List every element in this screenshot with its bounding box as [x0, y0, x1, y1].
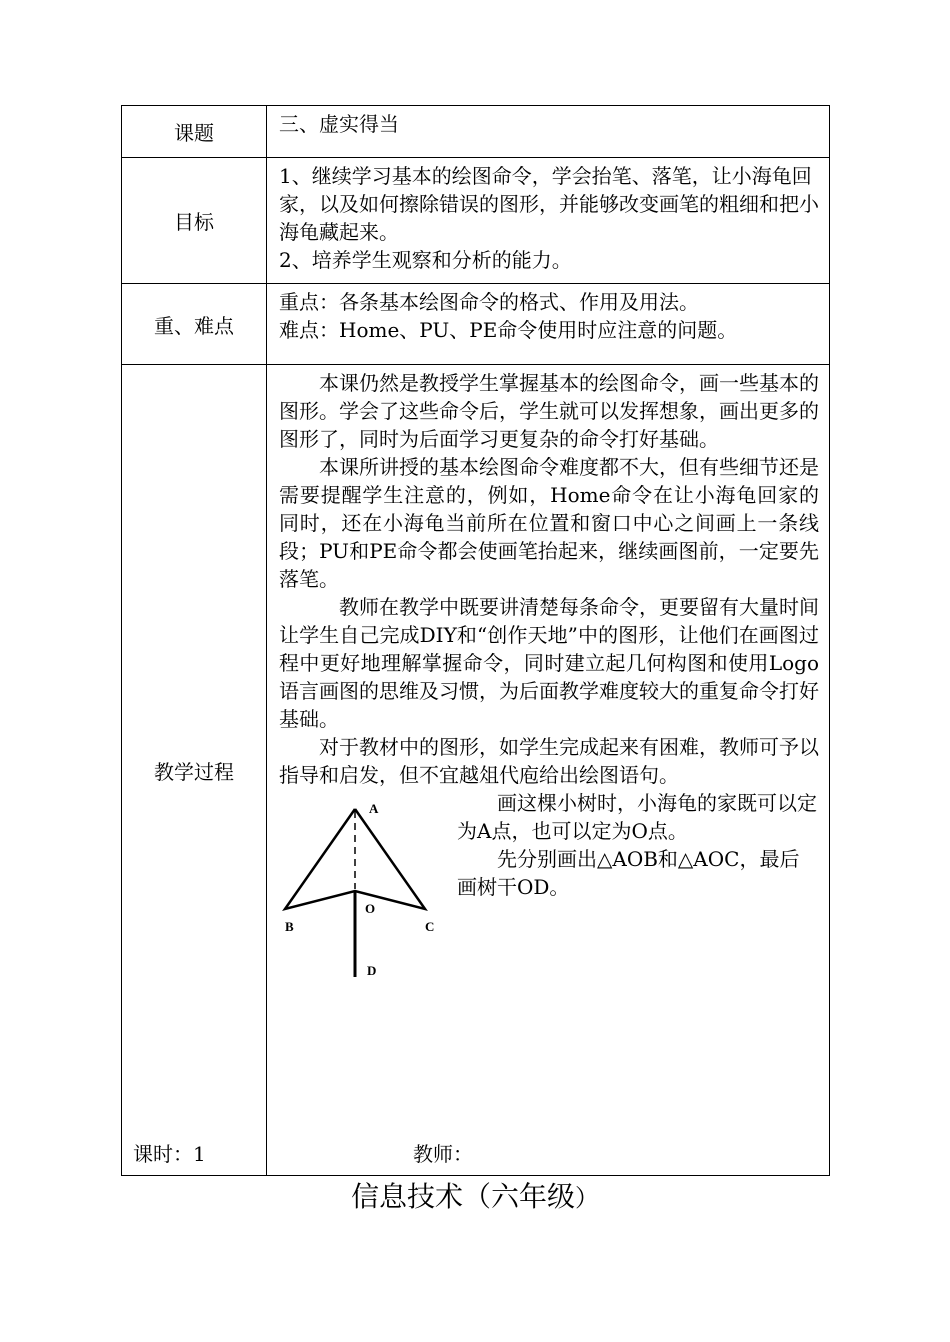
- tree-diagram: [279, 789, 449, 989]
- goal-line-1: 1、继续学习基本的绘图命令，学会抬笔、落笔，让小海龟回家，以及如何擦除错误的图形，并能够改变画笔的粗细和把小海龟藏起来。: [279, 164, 819, 244]
- figure-text-2: 先分别画出△AOB和△AOC，最后画树干OD。: [457, 847, 800, 899]
- process-paragraph-3: 教师在教学中既要讲清楚每条命令，更要留有大量时间让学生自己完成DIY和“创作天地”中的图形，让他们在画图过程中更好地理解掌握命令，同时建立起几何构图和使用Logo语言画图的思维及习惯，为后面教学难度较大的重复命令打好基础。: [279, 595, 819, 731]
- goal-label: 目标: [122, 158, 267, 284]
- process-label: 教学过程: [122, 365, 267, 1176]
- book-title-main: 信息技术（六年级: [350, 1180, 575, 1213]
- figure-text-1: 画这棵小树时，小海龟的家既可以定为A点，也可以定为O点。: [457, 791, 817, 843]
- topic-text: 三、虚实得当: [279, 112, 399, 136]
- process-paragraph-2: 本课所讲授的基本绘图命令难度都不大，但有些细节还是需要提醒学生注意的，例如，Home命令在让小海龟回家的同时，还在小海龟当前所在位置和窗口中心之间画上一条线段；PU和PE命令都会使画笔抬起来，继续画图前，一定要先落笔。: [279, 455, 819, 591]
- label-c: C: [425, 919, 435, 934]
- topic-value: [267, 106, 830, 158]
- process-content: [267, 365, 830, 1176]
- key-points-label: 重、难点: [122, 284, 267, 365]
- label-d: D: [367, 963, 377, 978]
- book-title: [0, 1175, 950, 1215]
- teacher-field: 教师：: [413, 1142, 473, 1166]
- goal-line-2: 2、培养学生观察和分析的能力。: [279, 248, 572, 272]
- figure-explanation: [457, 789, 819, 901]
- difficulty-line: 难点：Home、PU、PE命令使用时应注意的问题。: [279, 318, 738, 342]
- label-o: O: [365, 901, 376, 916]
- topic-label: 课题: [122, 106, 267, 158]
- book-title-close: ）: [575, 1184, 599, 1212]
- class-hours: 课时：1: [133, 1142, 206, 1166]
- process-paragraph-1: 本课仍然是教授学生掌握基本的绘图命令，画一些基本的图形。学会了这些命令后，学生就可以发挥想象，画出更多的图形了，同时为后面学习更复杂的命令打好基础。: [279, 371, 819, 451]
- key-points-content: [267, 284, 830, 365]
- label-b: B: [285, 919, 294, 934]
- label-a: A: [369, 801, 379, 816]
- tree-figure-block: [279, 789, 819, 1009]
- goal-content: [267, 158, 830, 284]
- lesson-plan-table: [121, 105, 830, 1176]
- process-paragraph-4: 对于教材中的图形，如学生完成起来有困难，教师可予以指导和启发，但不宜越俎代庖给出绘图语句。: [279, 735, 819, 787]
- key-point-line: 重点：各条基本绘图命令的格式、作用及用法。: [279, 290, 699, 314]
